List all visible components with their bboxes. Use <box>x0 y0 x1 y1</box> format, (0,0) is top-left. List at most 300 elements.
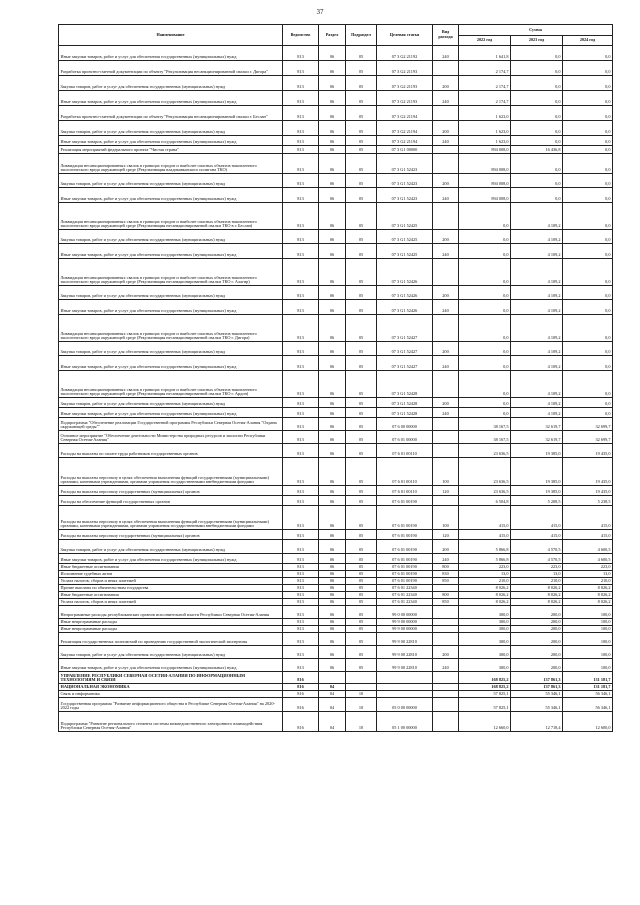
cell-vedomstvo: 813 <box>283 286 319 300</box>
cell-podrazdel: 05 <box>346 146 377 154</box>
cell-sum-2024: 0,0 <box>563 46 613 61</box>
cell-razdel: 06 <box>319 300 346 315</box>
cell-podrazdel: 05 <box>346 408 377 418</box>
cell-vid-rashoda: 200 <box>433 76 459 91</box>
cell-vid-rashoda <box>433 371 459 398</box>
cell-podrazdel: 10 <box>346 691 377 698</box>
cell-celevaya-statya: 07 6 01 00190 <box>377 540 433 554</box>
cell-sum-2023: 0,0 <box>511 91 563 106</box>
cell-sum-2024: 0,0 <box>563 154 613 174</box>
cell-razdel: 06 <box>319 506 346 530</box>
cell-razdel: 06 <box>319 530 346 540</box>
cell-podrazdel: 05 <box>346 458 377 486</box>
cell-vedomstvo: 813 <box>283 646 319 659</box>
cell-sum-2022: 5 866,8 <box>459 540 511 554</box>
cell-sum-2022: 894 008,0 <box>459 188 511 203</box>
cell-celevaya-statya: 05 0 00 00000 <box>377 698 433 712</box>
cell-sum-2022: 0,0 <box>459 371 511 398</box>
cell-podrazdel: 05 <box>346 431 377 444</box>
cell-sum-2024: 32 699,7 <box>563 418 613 431</box>
cell-name: Подпрограмма "Развитие регионального сегмента системы межведомственного электронного взаимодействия Республики Северная Осетия-Алания" <box>59 712 283 732</box>
cell-vid-rashoda: 200 <box>433 342 459 356</box>
table-row <box>59 188 613 203</box>
cell-sum-2023: 4 109,2 <box>511 300 563 315</box>
cell-celevaya-statya: 07 3 G1 52423 <box>377 188 433 203</box>
cell-vedomstvo: 813 <box>283 244 319 259</box>
cell-name: Непрограммные расходы республиканских органов исполнительной власти Республики Северная Осетия-Алания <box>59 606 283 619</box>
header-celevaya-statya: Целевая статья <box>377 25 433 46</box>
cell-sum-2022: 168 825,2 <box>459 684 511 691</box>
table-row <box>59 458 613 486</box>
cell-sum-2022: 6 504,8 <box>459 496 511 506</box>
cell-sum-2022: 168 825,2 <box>459 672 511 684</box>
cell-vedomstvo: 813 <box>283 458 319 486</box>
cell-razdel: 04 <box>319 691 346 698</box>
cell-vid-rashoda: 200 <box>433 174 459 188</box>
cell-celevaya-statya: 99 9 00 22810 <box>377 646 433 659</box>
cell-celevaya-statya: 07 3 G2 21194 <box>377 121 433 136</box>
cell-razdel: 06 <box>319 458 346 486</box>
cell-razdel: 06 <box>319 46 346 61</box>
cell-vedomstvo: 813 <box>283 174 319 188</box>
cell-sum-2024: 56 346,1 <box>563 698 613 712</box>
cell-sum-2024: 0,0 <box>563 259 613 286</box>
cell-sum-2023: 0,0 <box>511 61 563 76</box>
cell-vedomstvo: 813 <box>283 633 319 646</box>
cell-vid-rashoda <box>433 315 459 342</box>
cell-celevaya-statya: 07 6 01 00190 <box>377 506 433 530</box>
cell-razdel <box>319 672 346 684</box>
cell-sum-2024: 0,0 <box>563 203 613 230</box>
cell-sum-2023: 8 026,2 <box>511 599 563 606</box>
cell-razdel: 06 <box>319 585 346 592</box>
table-row <box>59 659 613 672</box>
cell-vid-rashoda <box>433 431 459 444</box>
cell-sum-2024: 0,0 <box>563 244 613 259</box>
cell-sum-2024: 56 346,1 <box>563 691 613 698</box>
cell-podrazdel: 05 <box>346 444 377 458</box>
cell-razdel: 06 <box>319 431 346 444</box>
cell-sum-2022: 0,0 <box>459 342 511 356</box>
cell-razdel: 06 <box>319 554 346 564</box>
cell-celevaya-statya: 07 6 01 00110 <box>377 444 433 458</box>
cell-razdel: 06 <box>319 315 346 342</box>
cell-sum-2023: 5 208,5 <box>511 496 563 506</box>
cell-celevaya-statya: 07 6 01 00190 <box>377 564 433 571</box>
table-row <box>59 606 613 619</box>
cell-sum-2022: 300,0 <box>459 606 511 619</box>
table-row <box>59 121 613 136</box>
cell-sum-2023: 210,0 <box>511 578 563 585</box>
page-number: 37 <box>316 8 324 16</box>
cell-sum-2023: 4 109,2 <box>511 286 563 300</box>
cell-sum-2023: 55 346,1 <box>511 698 563 712</box>
cell-sum-2024: 4 600,5 <box>563 540 613 554</box>
cell-vedomstvo: 816 <box>283 672 319 684</box>
cell-vid-rashoda <box>433 444 459 458</box>
cell-sum-2023: 200,0 <box>511 619 563 626</box>
cell-sum-2024: 0,0 <box>563 230 613 244</box>
cell-celevaya-statya: 07 6 01 00190 <box>377 496 433 506</box>
cell-sum-2023: 0,0 <box>511 76 563 91</box>
cell-vedomstvo: 816 <box>283 684 319 691</box>
cell-sum-2022: 5 866,8 <box>459 554 511 564</box>
cell-sum-2024: 0,0 <box>563 146 613 154</box>
cell-razdel: 06 <box>319 571 346 578</box>
cell-sum-2022: 0,0 <box>459 300 511 315</box>
cell-sum-2024: 19 435,0 <box>563 458 613 486</box>
cell-sum-2022: 57 825,1 <box>459 691 511 698</box>
cell-razdel: 04 <box>319 684 346 691</box>
cell-podrazdel: 05 <box>346 121 377 136</box>
cell-vid-rashoda: 240 <box>433 554 459 564</box>
cell-name: Уплата налогов, сборов и иных платежей <box>59 578 283 585</box>
cell-sum-2023: 415,0 <box>511 506 563 530</box>
cell-podrazdel: 05 <box>346 496 377 506</box>
cell-podrazdel: 05 <box>346 91 377 106</box>
cell-podrazdel: 05 <box>346 540 377 554</box>
cell-sum-2022: 300,0 <box>459 646 511 659</box>
cell-sum-2023: 55 346,1 <box>511 691 563 698</box>
cell-sum-2024: 0,0 <box>563 121 613 136</box>
table-row <box>59 408 613 418</box>
cell-razdel: 06 <box>319 540 346 554</box>
cell-vedomstvo: 813 <box>283 121 319 136</box>
cell-sum-2022: 0,0 <box>459 286 511 300</box>
cell-sum-2024: 100,0 <box>563 606 613 619</box>
cell-vedomstvo: 813 <box>283 506 319 530</box>
cell-razdel: 06 <box>319 578 346 585</box>
cell-podrazdel: 05 <box>346 154 377 174</box>
cell-vedomstvo: 813 <box>283 496 319 506</box>
cell-podrazdel: 05 <box>346 585 377 592</box>
cell-name: Ликвидация несанкционированных свалок в границах городов и наиболее опасных объектов накопленного экологического вреда окружающей среде (Рекультивация несанкционированной свалки ТКО г. Дигора) <box>59 315 283 342</box>
cell-vid-rashoda <box>433 633 459 646</box>
cell-razdel: 06 <box>319 633 346 646</box>
cell-sum-2022: 23 636,5 <box>459 458 511 486</box>
cell-sum-2022: 415,0 <box>459 530 511 540</box>
cell-celevaya-statya: 07 6 01 22340 <box>377 592 433 599</box>
cell-vid-rashoda <box>433 712 459 732</box>
cell-sum-2023: 200,0 <box>511 659 563 672</box>
cell-sum-2023: 4 109,2 <box>511 259 563 286</box>
cell-name: Разработка проектно-сметной документации по объекту "Рекультивация несанкционированной свалки г. Дигора" <box>59 61 283 76</box>
cell-sum-2024: 0,0 <box>563 91 613 106</box>
cell-podrazdel: 05 <box>346 619 377 626</box>
cell-vedomstvo: 813 <box>283 46 319 61</box>
cell-celevaya-statya: 99 9 00 22810 <box>377 633 433 646</box>
cell-razdel: 06 <box>319 61 346 76</box>
cell-podrazdel: 05 <box>346 342 377 356</box>
cell-podrazdel: 05 <box>346 646 377 659</box>
header-razdel: Раздел <box>319 25 346 46</box>
cell-razdel: 06 <box>319 592 346 599</box>
cell-name: Закупка товаров, работ и услуг для обеспечения государственных (муниципальных) нужд <box>59 342 283 356</box>
cell-vid-rashoda <box>433 684 459 691</box>
cell-vedomstvo: 813 <box>283 626 319 633</box>
budget-table <box>58 24 613 732</box>
cell-name: Прочие выплаты по обязательствам государства <box>59 585 283 592</box>
cell-podrazdel: 05 <box>346 174 377 188</box>
table-row <box>59 571 613 578</box>
cell-sum-2022: 13,0 <box>459 571 511 578</box>
cell-sum-2024: 100,0 <box>563 633 613 646</box>
cell-celevaya-statya: 05 1 00 00000 <box>377 712 433 732</box>
cell-name: Закупка товаров, работ и услуг для обеспечения государственных (муниципальных) нужд <box>59 76 283 91</box>
table-row <box>59 626 613 633</box>
cell-podrazdel: 05 <box>346 554 377 564</box>
cell-podrazdel: 10 <box>346 712 377 732</box>
cell-celevaya-statya: 07 3 G1 52426 <box>377 259 433 286</box>
cell-vedomstvo: 813 <box>283 300 319 315</box>
cell-podrazdel: 05 <box>346 106 377 121</box>
cell-sum-2024: 0,0 <box>563 286 613 300</box>
cell-vid-rashoda <box>433 496 459 506</box>
cell-name: Иные закупки товаров, работ и услуг для обеспечения государственных (муниципальных) нужд <box>59 356 283 371</box>
cell-vid-rashoda: 120 <box>433 530 459 540</box>
cell-sum-2024: 415,0 <box>563 506 613 530</box>
cell-sum-2022: 415,0 <box>459 506 511 530</box>
cell-name: Иные закупки товаров, работ и услуг для обеспечения государственных (муниципальных) нужд <box>59 300 283 315</box>
cell-sum-2023: 4 570,5 <box>511 540 563 554</box>
cell-sum-2024: 8 026,2 <box>563 599 613 606</box>
cell-sum-2024: 32 699,7 <box>563 431 613 444</box>
table-row <box>59 230 613 244</box>
cell-sum-2024: 0,0 <box>563 174 613 188</box>
table-row <box>59 431 613 444</box>
cell-vid-rashoda: 120 <box>433 486 459 496</box>
cell-celevaya-statya: 07 3 G2 21194 <box>377 106 433 121</box>
cell-vid-rashoda <box>433 672 459 684</box>
cell-sum-2023: 8 026,2 <box>511 585 563 592</box>
cell-celevaya-statya: 07 3 G1 52425 <box>377 203 433 230</box>
cell-sum-2022: 894 008,0 <box>459 154 511 174</box>
cell-podrazdel: 05 <box>346 371 377 398</box>
cell-vid-rashoda: 200 <box>433 646 459 659</box>
cell-sum-2024: 0,0 <box>563 398 613 408</box>
cell-celevaya-statya <box>377 672 433 684</box>
cell-sum-2024: 0,0 <box>563 188 613 203</box>
cell-podrazdel: 05 <box>346 76 377 91</box>
table-row <box>59 564 613 571</box>
table-row <box>59 585 613 592</box>
cell-vedomstvo: 813 <box>283 571 319 578</box>
cell-sum-2024: 100,0 <box>563 619 613 626</box>
cell-razdel: 06 <box>319 76 346 91</box>
table-row <box>59 146 613 154</box>
cell-sum-2022: 1 641,8 <box>459 46 511 61</box>
table-row <box>59 646 613 659</box>
cell-vedomstvo: 813 <box>283 619 319 626</box>
table-row <box>59 691 613 698</box>
cell-sum-2023: 4 109,2 <box>511 408 563 418</box>
cell-celevaya-statya: 07 3 G1 52425 <box>377 244 433 259</box>
cell-name: Закупка товаров, работ и услуг для обеспечения государственных (муниципальных) нужд <box>59 174 283 188</box>
cell-podrazdel <box>346 672 377 684</box>
cell-razdel: 06 <box>319 244 346 259</box>
cell-sum-2024: 0,0 <box>563 356 613 371</box>
cell-sum-2024: 0,0 <box>563 342 613 356</box>
cell-celevaya-statya: 07 3 G1 52427 <box>377 356 433 371</box>
table-row <box>59 356 613 371</box>
cell-podrazdel: 10 <box>346 698 377 712</box>
table-row <box>59 203 613 230</box>
cell-sum-2022: 1 623,0 <box>459 106 511 121</box>
cell-name: НАЦИОНАЛЬНАЯ ЭКОНОМИКА <box>59 684 283 691</box>
cell-celevaya-statya: 07 6 01 00190 <box>377 530 433 540</box>
cell-razdel: 06 <box>319 564 346 571</box>
cell-name: Ликвидация несанкционированных свалок в границах городов и наиболее опасных объектов накопленного экологического вреда окружающей среде (Рекультивация несанкционированной свалки ТКО г. Алагир) <box>59 259 283 286</box>
cell-sum-2022: 0,0 <box>459 244 511 259</box>
cell-sum-2023: 137 861,3 <box>511 684 563 691</box>
cell-sum-2024: 13,0 <box>563 571 613 578</box>
cell-vedomstvo: 813 <box>283 540 319 554</box>
table-row <box>59 46 613 61</box>
table-row <box>59 712 613 732</box>
cell-sum-2023: 32 619,7 <box>511 431 563 444</box>
cell-vedomstvo: 813 <box>283 408 319 418</box>
cell-celevaya-statya: 07 3 G1 52426 <box>377 300 433 315</box>
cell-vid-rashoda: 240 <box>433 46 459 61</box>
table-row <box>59 315 613 342</box>
cell-sum-2022: 2 174,7 <box>459 61 511 76</box>
cell-razdel: 06 <box>319 408 346 418</box>
cell-razdel: 06 <box>319 286 346 300</box>
cell-name: Закупка товаров, работ и услуг для обеспечения государственных (муниципальных) нужд <box>59 230 283 244</box>
cell-celevaya-statya: 07 3 G1 52427 <box>377 342 433 356</box>
table-row <box>59 371 613 398</box>
cell-sum-2024: 4 600,5 <box>563 554 613 564</box>
cell-sum-2022: 0,0 <box>459 356 511 371</box>
cell-sum-2022: 0,0 <box>459 408 511 418</box>
cell-name: Иные бюджетные ассигнования <box>59 564 283 571</box>
cell-name: Расходы на выплаты персоналу в целях обеспечения выполнения функций государственными (муниципальными) органами, казенными учреждениями, органами управления государственными внебюджетными фондами <box>59 506 283 530</box>
table-row <box>59 418 613 431</box>
cell-name: Иные закупки товаров, работ и услуг для обеспечения государственных (муниципальных) нужд <box>59 188 283 203</box>
cell-sum-2022: 0,0 <box>459 398 511 408</box>
cell-razdel: 06 <box>319 398 346 408</box>
cell-name: Закупка товаров, работ и услуг для обеспечения государственных (муниципальных) нужд <box>59 646 283 659</box>
cell-celevaya-statya: 07 6 01 00190 <box>377 554 433 564</box>
cell-podrazdel: 05 <box>346 418 377 431</box>
cell-sum-2024: 223,0 <box>563 564 613 571</box>
cell-name: Иные закупки товаров, работ и услуг для обеспечения государственных (муниципальных) нужд <box>59 554 283 564</box>
cell-vid-rashoda: 240 <box>433 300 459 315</box>
cell-podrazdel: 05 <box>346 599 377 606</box>
cell-sum-2023: 0,0 <box>511 136 563 146</box>
cell-sum-2024: 0,0 <box>563 300 613 315</box>
cell-razdel: 06 <box>319 496 346 506</box>
cell-sum-2024: 8 026,2 <box>563 592 613 599</box>
cell-vedomstvo: 813 <box>283 592 319 599</box>
cell-celevaya-statya: 99 0 00 00000 <box>377 606 433 619</box>
cell-razdel: 06 <box>319 626 346 633</box>
cell-razdel: 06 <box>319 146 346 154</box>
cell-celevaya-statya: 07 3 G1 52425 <box>377 230 433 244</box>
cell-sum-2023: 4 570,5 <box>511 554 563 564</box>
cell-podrazdel: 05 <box>346 530 377 540</box>
cell-vedomstvo: 813 <box>283 606 319 619</box>
cell-sum-2022: 300,0 <box>459 626 511 633</box>
cell-vedomstvo: 813 <box>283 418 319 431</box>
cell-sum-2023: 4 109,2 <box>511 315 563 342</box>
table-row <box>59 444 613 458</box>
cell-vid-rashoda: 240 <box>433 244 459 259</box>
cell-sum-2023: 4 109,2 <box>511 356 563 371</box>
cell-sum-2022: 8 026,2 <box>459 592 511 599</box>
cell-sum-2022: 1 623,0 <box>459 136 511 146</box>
cell-celevaya-statya: 07 6 01 22340 <box>377 599 433 606</box>
cell-podrazdel: 05 <box>346 659 377 672</box>
cell-sum-2022: 38 167,5 <box>459 431 511 444</box>
table-row <box>59 496 613 506</box>
cell-razdel: 06 <box>319 606 346 619</box>
cell-sum-2023: 0,0 <box>511 174 563 188</box>
cell-name: Иные непрограммные расходы <box>59 619 283 626</box>
table-row <box>59 286 613 300</box>
table-row <box>59 698 613 712</box>
cell-sum-2023: 0,0 <box>511 46 563 61</box>
cell-vid-rashoda <box>433 606 459 619</box>
cell-sum-2024: 8 026,2 <box>563 585 613 592</box>
cell-name: Ликвидация несанкционированных свалок в границах городов и наиболее опасных объектов накопленного экологического вреда окружающей среде (Рекультивация несанкционированной свалки ТКО г. Ардон) <box>59 371 283 398</box>
cell-razdel: 06 <box>319 154 346 174</box>
cell-vid-rashoda: 100 <box>433 506 459 530</box>
cell-sum-2023: 0,0 <box>511 106 563 121</box>
cell-vedomstvo: 813 <box>283 136 319 146</box>
cell-vid-rashoda: 200 <box>433 230 459 244</box>
cell-name: Разработка проектно-сметной документации по объекту "Рекультивация несанкционированной свалки г. Беслан" <box>59 106 283 121</box>
cell-vedomstvo: 813 <box>283 342 319 356</box>
cell-sum-2023: 19 385,0 <box>511 486 563 496</box>
cell-sum-2023: 137 861,3 <box>511 672 563 684</box>
cell-name: Расходы на выплаты персоналу государственных (муниципальных) органов <box>59 530 283 540</box>
cell-name: Иные закупки товаров, работ и услуг для обеспечения государственных (муниципальных) нужд <box>59 408 283 418</box>
cell-vedomstvo: 813 <box>283 585 319 592</box>
cell-sum-2022: 38 167,5 <box>459 418 511 431</box>
header-vid-rashoda: Вид расхода <box>433 25 459 46</box>
cell-sum-2024: 0,0 <box>563 106 613 121</box>
cell-name: Расходы на выплаты персоналу в целях обеспечения выполнения функций государственными (муниципальными) органами, казенными учреждениями, органами управления государственными внебюджетными фондами <box>59 458 283 486</box>
cell-name: Подпрограмма "Обеспечение реализации Государственной программы Республики Северная Осетия-Алания "Охрана окружающей среды"" <box>59 418 283 431</box>
cell-name: Ликвидация несанкционированных свалок в границах городов и наиболее опасных объектов накопленного экологического вреда окружающей среде (Рекультивация владикавказского полигона ТКО) <box>59 154 283 174</box>
cell-sum-2024: 210,0 <box>563 578 613 585</box>
cell-podrazdel: 05 <box>346 398 377 408</box>
cell-vedomstvo: 813 <box>283 398 319 408</box>
cell-vedomstvo: 813 <box>283 530 319 540</box>
cell-razdel: 06 <box>319 646 346 659</box>
cell-sum-2023: 200,0 <box>511 626 563 633</box>
cell-name: Иные закупки товаров, работ и услуг для обеспечения государственных (муниципальных) нужд <box>59 46 283 61</box>
cell-celevaya-statya <box>377 684 433 691</box>
cell-celevaya-statya: 07 3 G2 21193 <box>377 91 433 106</box>
cell-razdel: 06 <box>319 418 346 431</box>
cell-vid-rashoda: 240 <box>433 91 459 106</box>
cell-podrazdel: 05 <box>346 286 377 300</box>
table-row <box>59 633 613 646</box>
cell-vid-rashoda: 800 <box>433 592 459 599</box>
cell-vedomstvo: 813 <box>283 659 319 672</box>
cell-sum-2024: 415,0 <box>563 530 613 540</box>
cell-vid-rashoda <box>433 619 459 626</box>
cell-razdel: 06 <box>319 486 346 496</box>
cell-sum-2024: 0,0 <box>563 315 613 342</box>
cell-vid-rashoda <box>433 203 459 230</box>
cell-vedomstvo: 813 <box>283 230 319 244</box>
cell-vedomstvo: 813 <box>283 203 319 230</box>
cell-sum-2022: 57 825,1 <box>459 698 511 712</box>
cell-podrazdel: 05 <box>346 300 377 315</box>
